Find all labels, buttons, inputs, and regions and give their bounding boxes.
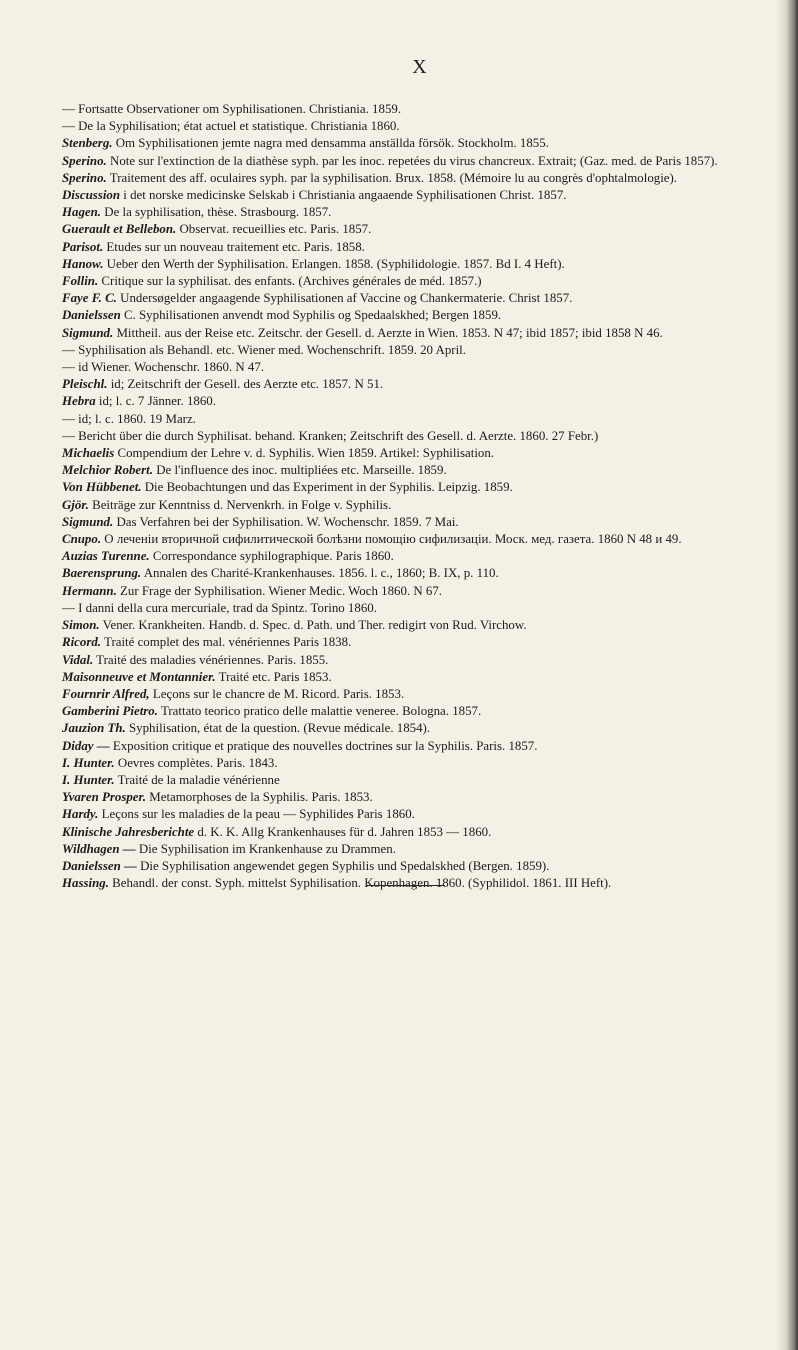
entry-text: Metamorphoses de la Syphilis. Paris. 1853. [149, 790, 373, 805]
entry-text: Ueber den Werth der Syphilisation. Erlangen. 1858. (Syphilidologie. 1857. Bd I. 4 Heft). [106, 256, 565, 271]
entry-text: id; Zeitschrift der Gesell. des Aerzte etc. 1857. N 51. [110, 377, 384, 392]
bibliography-entry [62, 498, 784, 513]
bibliography-entry [62, 825, 784, 840]
bibliography-entry [62, 257, 784, 272]
entry-text: De l'influence des inoc. multipliées etc. Marseille. 1859. [156, 463, 447, 478]
bibliography-entry [62, 790, 784, 805]
entry-text: De la syphilisation, thèse. Strasbourg. 1857. [104, 205, 332, 220]
entry-text: Observat. recueillies etc. Paris. 1857. [179, 222, 372, 237]
entry-author: Hebra [62, 394, 96, 409]
bibliography-entry [62, 566, 784, 581]
entry-author: Follin. [62, 274, 99, 289]
entry-text: Beiträge zur Kenntniss d. Nervenkrh. in Folge v. Syphilis. [92, 497, 392, 512]
bibliography-entry [62, 446, 784, 461]
entry-text: Behandl. der const. Syph. mittelst Syphilisation. Kopenhagen. 1860. (Syphilidol. 1861. III Heft). [112, 876, 612, 891]
entry-author: Hermann. [62, 583, 117, 598]
entry-text: — Fortsatte Observationer om Syphilisationen. Christiania. 1859. [62, 102, 402, 116]
entry-text: — id Wiener. Wochenschr. 1860. N 47. [62, 360, 265, 375]
entry-author: Sigmund. [62, 325, 114, 340]
entry-author: I. Hunter. [62, 772, 115, 787]
entry-author: Maisonneuve et Montannier. [62, 669, 216, 684]
entry-author: Ricord. [62, 635, 102, 650]
entry-text: Syphilisation, état de la question. (Revue médicale. 1854). [129, 721, 431, 736]
bibliography-entry [62, 704, 784, 719]
bibliography-entry [62, 222, 784, 237]
entry-text: Etudes sur un nouveau traitement etc. Paris. 1858. [106, 239, 365, 254]
entry-text: Traité etc. Paris 1853. [218, 669, 332, 684]
entry-author: Discussion [62, 188, 121, 203]
entry-text: Traité complet des mal. vénériennes Paris 1838. [104, 635, 352, 650]
entry-text: Correspondance syphilographique. Paris 1860. [152, 549, 394, 564]
entry-author: Klinische Jahresberichte [62, 824, 195, 839]
entry-text: Oevres complètes. Paris. 1843. [117, 755, 278, 770]
bibliography-entry [62, 154, 784, 169]
entry-text: О леченіи вторичной сифилитической болѣзни помощію сифилизаціи. Моск. мед. газета. 1860 N 48 и 49. [104, 532, 682, 547]
bibliography-entry [62, 618, 784, 633]
bibliography-entry [62, 842, 784, 857]
bibliography-entry [62, 171, 784, 186]
bibliography-entry [62, 119, 784, 134]
entry-text: — De la Syphilisation; état actuel et statistique. Christiania 1860. [62, 119, 400, 134]
bibliography-entry [62, 291, 784, 306]
entry-text: Vener. Krankheiten. Handb. d. Spec. d. Path. und Ther. redigirt von Rud. Virchow. [102, 618, 527, 633]
bibliography-entry [62, 601, 784, 616]
entry-text: Leçons sur les maladies de la peau — Syphilides Paris 1860. [101, 807, 415, 822]
entry-text: d. K. K. Allg Krankenhauses für d. Jahren 1853 — 1860. [197, 824, 492, 839]
entry-text: Traité de la maladie vénérienne [117, 772, 280, 787]
bibliography-entry [62, 136, 784, 151]
bibliography-entry [62, 670, 784, 685]
entry-author: Hardy. [62, 807, 99, 822]
bibliography-entry [62, 274, 784, 289]
entry-text: Traitement des aff. oculaires syph. par la syphilisation. Brux. 1858. (Mémoire lu au congrès d'ophtalmologie). [109, 170, 678, 185]
entry-author: Michaelis [62, 446, 115, 461]
page-number: X [412, 56, 428, 78]
bibliography-entry [62, 549, 784, 564]
entry-text: Die Syphilisation im Krankenhause zu Drammen. [138, 841, 396, 856]
entry-author: Stenberg. [62, 136, 113, 151]
entry-text: Mittheil. aus der Reise etc. Zeitschr. der Gesell. d. Aerzte in Wien. 1853. N 47; ibid 1857; ibid 1858 N 46. [116, 325, 663, 340]
entry-author: Baerensprung. [62, 566, 142, 581]
bibliography-entry [62, 205, 784, 220]
entry-author: Hanow. [62, 256, 104, 271]
entry-author: Спиро. [62, 532, 102, 547]
entry-author: Vidal. [62, 652, 94, 667]
bibliography-entry [62, 532, 784, 547]
bibliography-entry [62, 412, 784, 427]
bibliography-entry [62, 188, 784, 203]
bibliography-entry [62, 394, 784, 409]
entry-author: Simon. [62, 618, 100, 633]
bibliography-entry [62, 807, 784, 822]
entry-text: Die Syphilisation angewendet gegen Syphilis und Spedalskhed (Bergen. 1859). [140, 858, 550, 873]
bibliography-entry [62, 377, 784, 392]
entry-author: Guerault et Bellebon. [62, 222, 177, 237]
entry-text: Traité des maladies vénériennes. Paris. 1855. [96, 652, 329, 667]
bibliography-entry [62, 584, 784, 599]
entry-text: Leçons sur le chancre de M. Ricord. Paris. 1853. [152, 686, 405, 701]
entry-author: Von Hübbenet. [62, 480, 142, 495]
bibliography-entry [62, 515, 784, 530]
bibliography-entry [62, 773, 784, 788]
entry-author: Faye F. C. [62, 291, 117, 306]
bibliography-entry [62, 480, 784, 495]
entry-author: Yvaren Prosper. [62, 790, 147, 805]
bibliography-entry [62, 429, 784, 444]
bibliography-entry [62, 360, 784, 375]
bibliography-entry [62, 635, 784, 650]
entry-author: Melchior Robert. [62, 463, 153, 478]
entry-text: Note sur l'extinction de la diathèse syph. par les inoc. repetées du virus chancreux. Extrait; (Gaz. med. de Paris 1857). [110, 153, 718, 168]
entry-text: Compendium der Lehre v. d. Syphilis. Wien 1859. Artikel: Syphilisation. [117, 446, 495, 461]
entry-text: Trattato teorico pratico delle malattie veneree. Bologna. 1857. [160, 704, 482, 719]
bibliography-entry [62, 308, 784, 323]
entry-author: Parisot. [62, 239, 104, 254]
bibliography-entry [62, 756, 784, 771]
entry-author: Hagen. [62, 205, 102, 220]
closing-rule [367, 885, 445, 886]
entry-text: C. Syphilisationen anvendt mod Syphilis og Spedaalskhed; Bergen 1859. [123, 308, 502, 323]
bibliography-entry [62, 463, 784, 478]
bibliography-entry [62, 721, 784, 736]
entry-author: Pleischl. [62, 377, 108, 392]
entry-text: Die Beobachtungen und das Experiment in der Syphilis. Leipzig. 1859. [144, 480, 513, 495]
entry-author: Wildhagen — [62, 841, 136, 856]
entry-author: Auzias Turenne. [62, 549, 150, 564]
entry-author: Fournrir Alfred, [62, 686, 150, 701]
entry-author: Gamberini Pietro. [62, 704, 158, 719]
entry-text: Zur Frage der Syphilisation. Wiener Medic. Woch 1860. N 67. [120, 583, 443, 598]
entry-text: Das Verfahren bei der Syphilisation. W. Wochenschr. 1859. 7 Mai. [116, 514, 459, 529]
entry-text: — Bericht über die durch Syphilisat. behand. Kranken; Zeitschrift des Gesell. d. Aerzte. 1860. 27 Febr.) [62, 428, 599, 443]
bibliography-entry [62, 876, 784, 891]
bibliography-entry [62, 102, 784, 117]
bibliography-entry [62, 653, 784, 668]
bibliography-list [62, 102, 784, 893]
entry-text: Exposition critique et pratique des nouvelles doctrines sur la Syphilis. Paris. 1857. [112, 738, 538, 753]
bibliography-entry [62, 326, 784, 341]
entry-author: Gjör. [62, 497, 89, 512]
entry-author: Jauzion Th. [62, 721, 126, 736]
entry-text: Undersøgelder angaagende Syphilisationen af Vaccine og Chankermaterie. Christ 1857. [120, 291, 573, 306]
bibliography-entry [62, 343, 784, 358]
bibliography-entry [62, 859, 784, 874]
entry-text: Critique sur la syphilisat. des enfants. (Archives générales de méd. 1857.) [101, 274, 482, 289]
entry-text: Annalen des Charité-Krankenhauses. 1856. l. c., 1860; B. IX, p. 110. [143, 566, 499, 581]
bibliography-entry [62, 687, 784, 702]
entry-text: — id; l. c. 1860. 19 Marz. [62, 411, 196, 426]
entry-author: Diday — [62, 738, 110, 753]
entry-author: Hassing. [62, 876, 109, 891]
entry-text: id; l. c. 7 Jänner. 1860. [98, 394, 216, 409]
entry-author: Sigmund. [62, 514, 114, 529]
bibliography-entry [62, 739, 784, 754]
entry-text: — I danni della cura mercuriale, trad da Spintz. Torino 1860. [62, 600, 377, 615]
entry-text: i det norske medicinske Selskab i Christiania angaaende Syphilisationen Christ. 1857. [123, 188, 567, 203]
entry-author: Sperino. [62, 170, 107, 185]
entry-author: Sperino. [62, 153, 107, 168]
entry-author: Danielssen [62, 308, 121, 323]
bibliography-entry [62, 240, 784, 255]
entry-author: I. Hunter. [62, 755, 115, 770]
entry-author: Danielssen — [62, 858, 137, 873]
entry-text: — Syphilisation als Behandl. etc. Wiener med. Wochenschrift. 1859. 20 April. [62, 342, 466, 357]
entry-text: Om Syphilisationen jemte nagra med densamma anställda försök. Stockholm. 1855. [115, 136, 549, 151]
